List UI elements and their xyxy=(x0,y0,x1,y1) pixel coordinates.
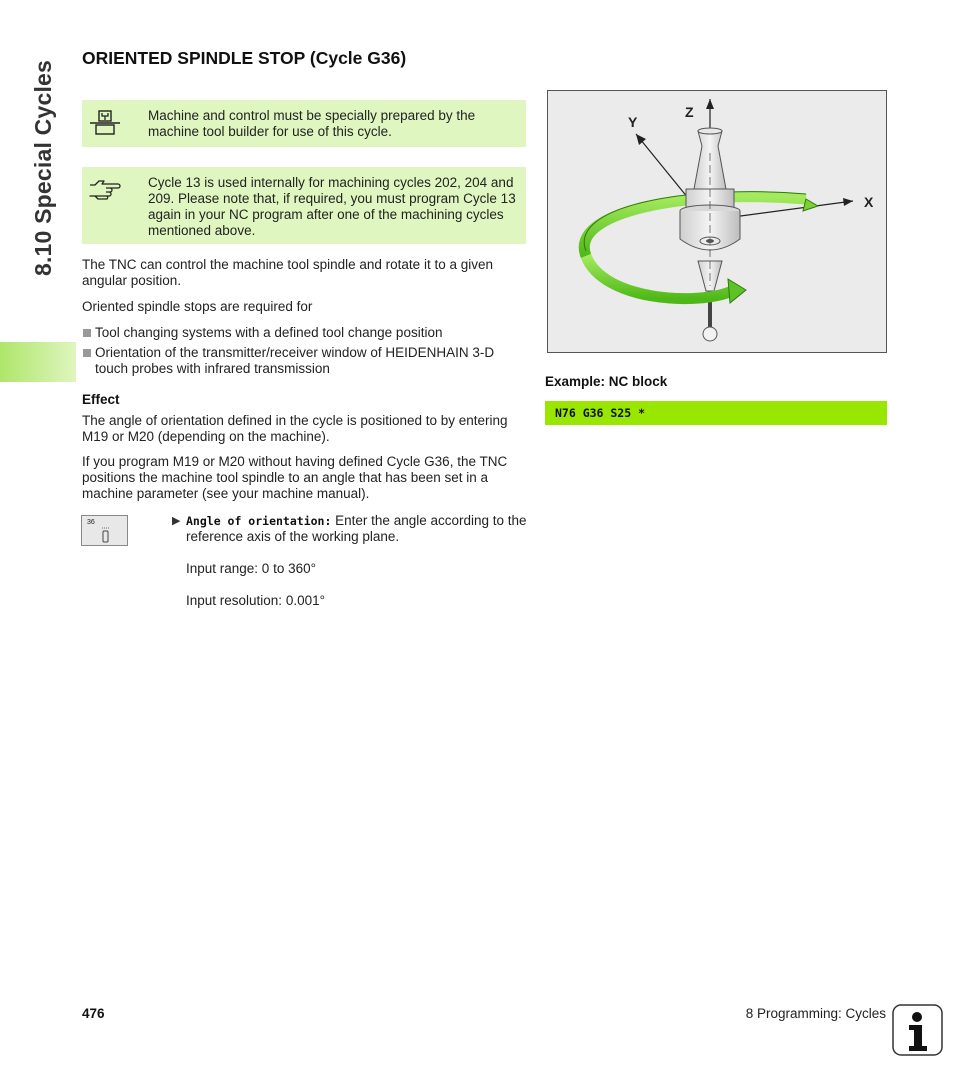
input-range: Input range: 0 to 360° xyxy=(186,561,316,576)
list-item-text: Orientation of the transmitter/receiver window of HEIDENHAIN 3-D touch probes with infrared transmission xyxy=(95,345,495,376)
pointing-hand-icon xyxy=(88,177,126,205)
effect-paragraph-1: The angle of orientation defined in the cycle is positioned to by entering M19 or M20 (depending on the machine). xyxy=(82,413,508,444)
nc-block-code: N76 G36 S25 * xyxy=(555,406,646,420)
bullet-square-icon xyxy=(83,329,91,337)
cycle-note xyxy=(82,167,526,244)
cycle-note-text: Cycle 13 is used internally for machining cycles 202, 204 and 209. Please note that, if required, you must program Cycle 13 again in your NC program after one of the machining cycles mentioned above. xyxy=(148,175,516,238)
input-resolution: Input resolution: 0.001° xyxy=(186,593,325,608)
parameter-name: Angle of orientation: xyxy=(186,514,332,528)
nc-block-example xyxy=(545,401,887,425)
list-item xyxy=(82,325,527,341)
effect-heading: Effect xyxy=(82,392,120,407)
side-green-marker xyxy=(0,342,76,382)
page-number: 476 xyxy=(82,1006,105,1021)
axis-y-label: Y xyxy=(628,114,638,130)
list-item xyxy=(82,345,527,377)
info-icon xyxy=(892,1004,943,1056)
axis-z-label: Z xyxy=(685,104,694,120)
bullet-square-icon xyxy=(83,349,91,357)
side-chapter-title: 8.10 Special Cycles xyxy=(30,59,56,277)
intro-paragraph: The TNC can control the machine tool spindle and rotate it to a given angular position. xyxy=(82,257,493,288)
section-heading: ORIENTED SPINDLE STOP (Cycle G36) xyxy=(82,48,407,68)
spindle-figure xyxy=(547,90,887,353)
axis-x-label: X xyxy=(864,194,874,210)
machine-icon xyxy=(88,110,122,140)
spindle-icon xyxy=(96,524,116,544)
effect-paragraph-2: If you program M19 or M20 without having defined Cycle G36, the TNC positions the machine tool spindle to an angle that has been set in a machine parameter (see your machine manual). xyxy=(82,454,508,501)
chapter-footer: 8 Programming: Cycles xyxy=(745,1006,886,1021)
required-for-paragraph: Oriented spindle stops are required for xyxy=(82,299,313,314)
triangle-right-icon: ▶ xyxy=(172,515,181,527)
parameter-description: Enter the angle according to the reference axis of the working plane. xyxy=(186,513,527,544)
machine-note-text: Machine and control must be specially prepared by the machine tool builder for use of this cycle. xyxy=(148,108,476,139)
example-label: Example: NC block xyxy=(545,374,668,389)
list-item-text: Tool changing systems with a defined tool change position xyxy=(95,325,443,340)
cycle-36-softkey[interactable] xyxy=(81,515,128,546)
machine-note xyxy=(82,100,526,147)
spindle-orientation-illustration xyxy=(548,91,886,352)
softkey-label: 36 xyxy=(87,519,95,526)
side-chapter-tab xyxy=(18,48,68,288)
